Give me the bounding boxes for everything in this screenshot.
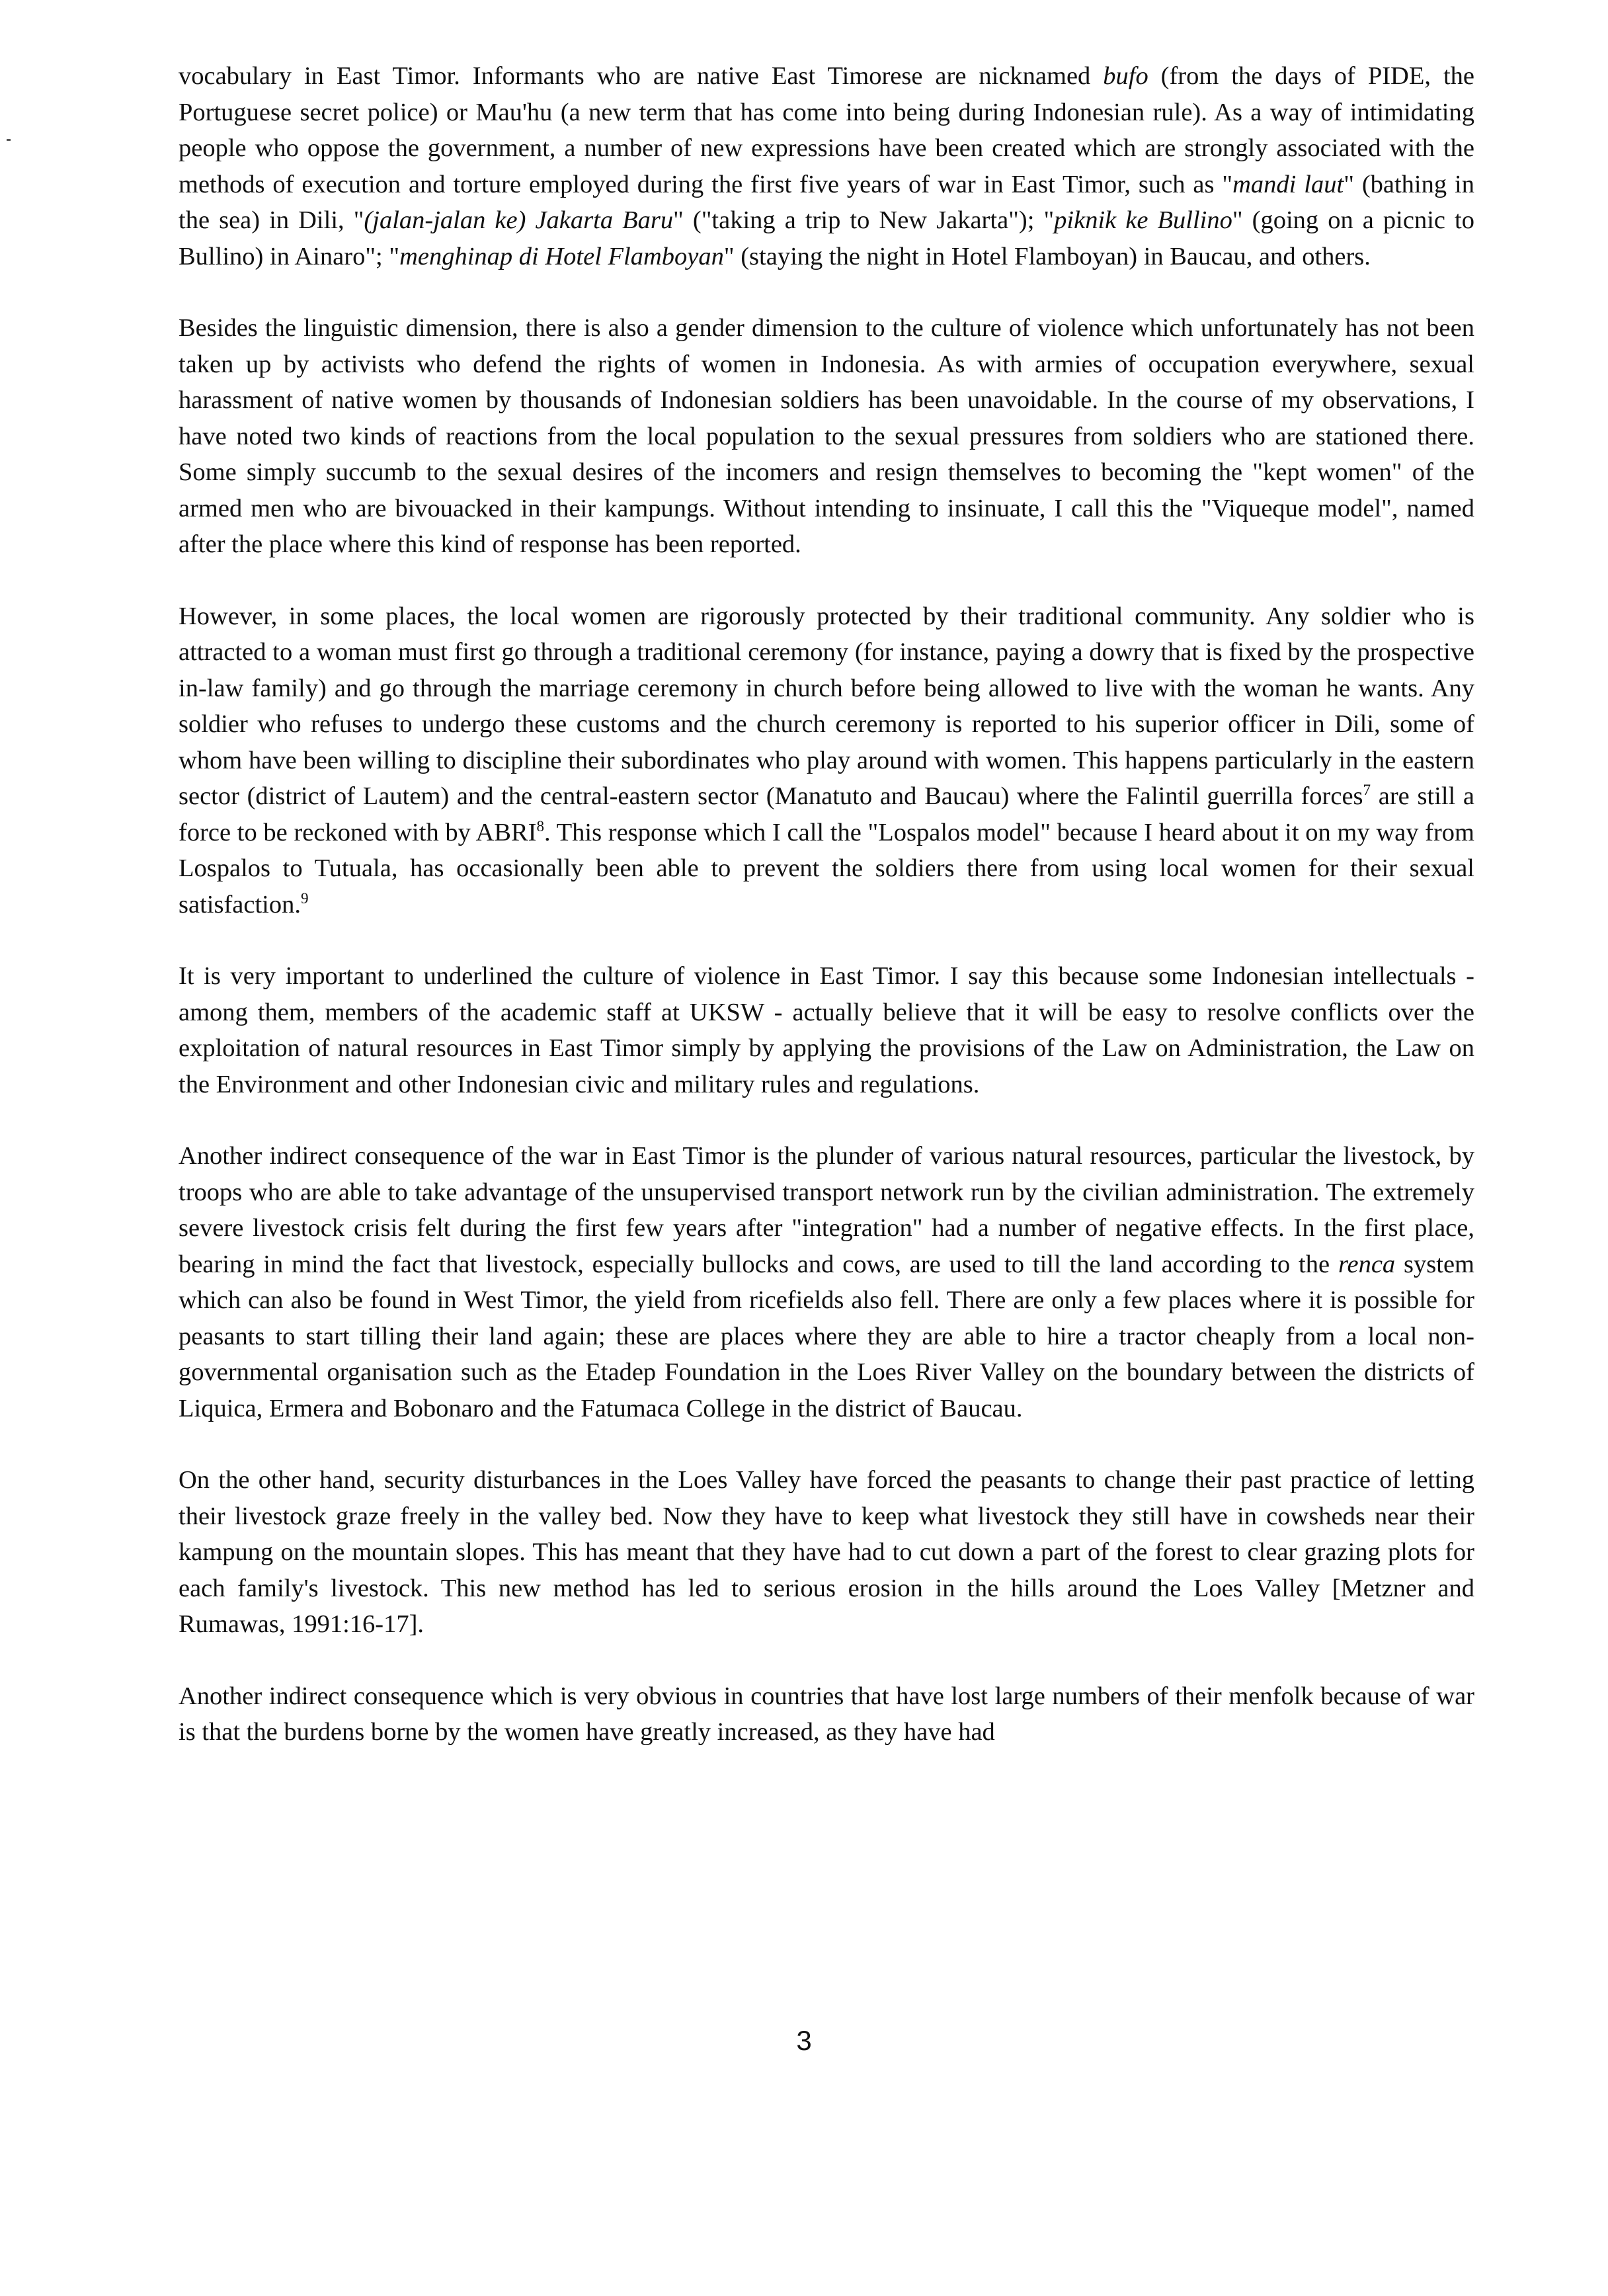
text-run: " (going on a picnic to Bullino) in Ainaro"; "	[179, 206, 1474, 270]
italic-term: bufo	[1103, 62, 1148, 90]
text-run: Another indirect consequence of the war in East Timor is the plunder of various natural resources, particular the livestock, by troops who are able to take advantage of the unsupervised transport network run by the civilian administration. The extremely severe livestock crisis felt during the first few years after "integration" had a number of negative effects. In the first place, bearing in mind the fact that livestock, especially bullocks and cows, are used to till the land according to the	[179, 1142, 1474, 1278]
paragraph-2	[179, 310, 1474, 563]
text-run: However, in some places, the local women are rigorously protected by their traditional community. Any soldier who is attracted to a woman must first go through a traditional ceremony (for instance, paying a dowry that is fixed by the prospective in-law family) and go through the marriage ceremony in church before being allowed to live with the woman he wants. Any soldier who refuses to undergo these customs and the church ceremony is reported to his superior officer in Dili, some of whom have been willing to discipline their subordinates who play around with women. This happens particularly in the eastern sector (district of Lautem) and the central-eastern sector (Manatuto and Baucau) where the Falintil guerrilla forces	[179, 602, 1474, 810]
italic-term: piknik ke Bullino	[1054, 206, 1232, 234]
text-run: " ("taking a trip to New Jakarta"); "	[673, 206, 1055, 234]
text-run: . This response which I call the "Lospalos model" because I heard about it on my way from Lospalos to Tutuala, has occasionally been able to prevent the soldiers there from using local women for their sexual satisfaction.	[179, 818, 1474, 919]
footnote-ref: 9	[300, 889, 309, 907]
text-run: On the other hand, security disturbances in the Loes Valley have forced the peasants to change their past practice of letting their livestock graze freely in the valley bed. Now they have to keep what livestock they still have in cowsheds near their kampung on the mountain slopes. This has meant that they have had to cut down a part of the forest to clear grazing plots for each family's livestock. This new method has led to serious erosion in the hills around the Loes Valley [Metzner and Rumawas, 1991:16-17].	[179, 1466, 1474, 1638]
italic-term: renca	[1338, 1250, 1396, 1278]
paragraph-5	[179, 1138, 1474, 1426]
italic-term: mandi laut	[1232, 170, 1344, 198]
text-run: Besides the linguistic dimension, there is also a gender dimension to the culture of violence which unfortunately has not been taken up by activists who defend the rights of women in Indonesia. As with armies of occupation everywhere, sexual harassment of native women by thousands of Indonesian soldiers has been unavoidable. In the course of my observations, I have noted two kinds of reactions from the local population to the sexual pressures from soldiers who are stationed there. Some simply succumb to the sexual desires of the incomers and resign themselves to becoming the "kept women" of the armed men who are bivouacked in their kampungs. Without intending to insinuate, I call this the "Viqueque model", named after the place where this kind of response has been reported.	[179, 314, 1474, 558]
page-number: 3	[796, 2025, 812, 2056]
paragraph-4	[179, 958, 1474, 1102]
footnote-ref: 8	[536, 817, 545, 835]
text-run: are still a force to be reckoned with by ABRI	[179, 782, 1474, 846]
paragraph-6	[179, 1462, 1474, 1643]
text-run: system which can also be found in West Timor, the yield from ricefields also fell. There are only a few places where it is possible for peasants to start tilling their land again; these are places where they are able to hire a tractor cheaply from a local non-governmental organisation such as the Etadep Foundation in the Loes River Valley on the boundary between the districts of Liquica, Ermera and Bobonaro and the Fatumaca College in the district of Baucau.	[179, 1250, 1474, 1422]
text-run: It is very important to underlined the culture of violence in East Timor. I say this because some Indonesian intellectuals - among them, members of the academic staff at UKSW - actually believe that it will be easy to resolve conflicts over the exploitation of natural resources in East Timor simply by applying the provisions of the Law on Administration, the Law on the Environment and other Indonesian civic and military rules and regulations.	[179, 962, 1474, 1098]
scan-artifact-mark	[7, 139, 11, 141]
text-run: (from the days of PIDE, the Portuguese secret police) or Mau'hu (a new term that has come into being during Indonesian rule). As a way of intimidating people who oppose the government, a number of new expressions have been created which are strongly associated with the methods of execution and torture employed during the first five years of war in East Timor, such as "	[179, 62, 1474, 198]
text-run: " (bathing in the sea) in Dili, "	[179, 170, 1474, 234]
document-body	[179, 58, 1474, 1786]
italic-term: (jalan-jalan ke) Jakarta Baru	[364, 206, 674, 234]
text-run: vocabulary in East Timor. Informants who are native East Timorese are nicknamed	[179, 62, 1104, 90]
italic-term: menghinap di Hotel Flamboyan	[399, 242, 724, 270]
text-run: " (staying the night in Hotel Flamboyan) in Baucau, and others.	[723, 242, 1371, 270]
text-run: Another indirect consequence which is very obvious in countries that have lost large numbers of their menfolk because of war is that the burdens borne by the women have greatly increased, as they have had	[179, 1682, 1474, 1746]
paragraph-1	[179, 58, 1474, 274]
footnote-ref: 7	[1363, 781, 1371, 799]
paragraph-7	[179, 1678, 1474, 1750]
paragraph-3	[179, 598, 1474, 923]
